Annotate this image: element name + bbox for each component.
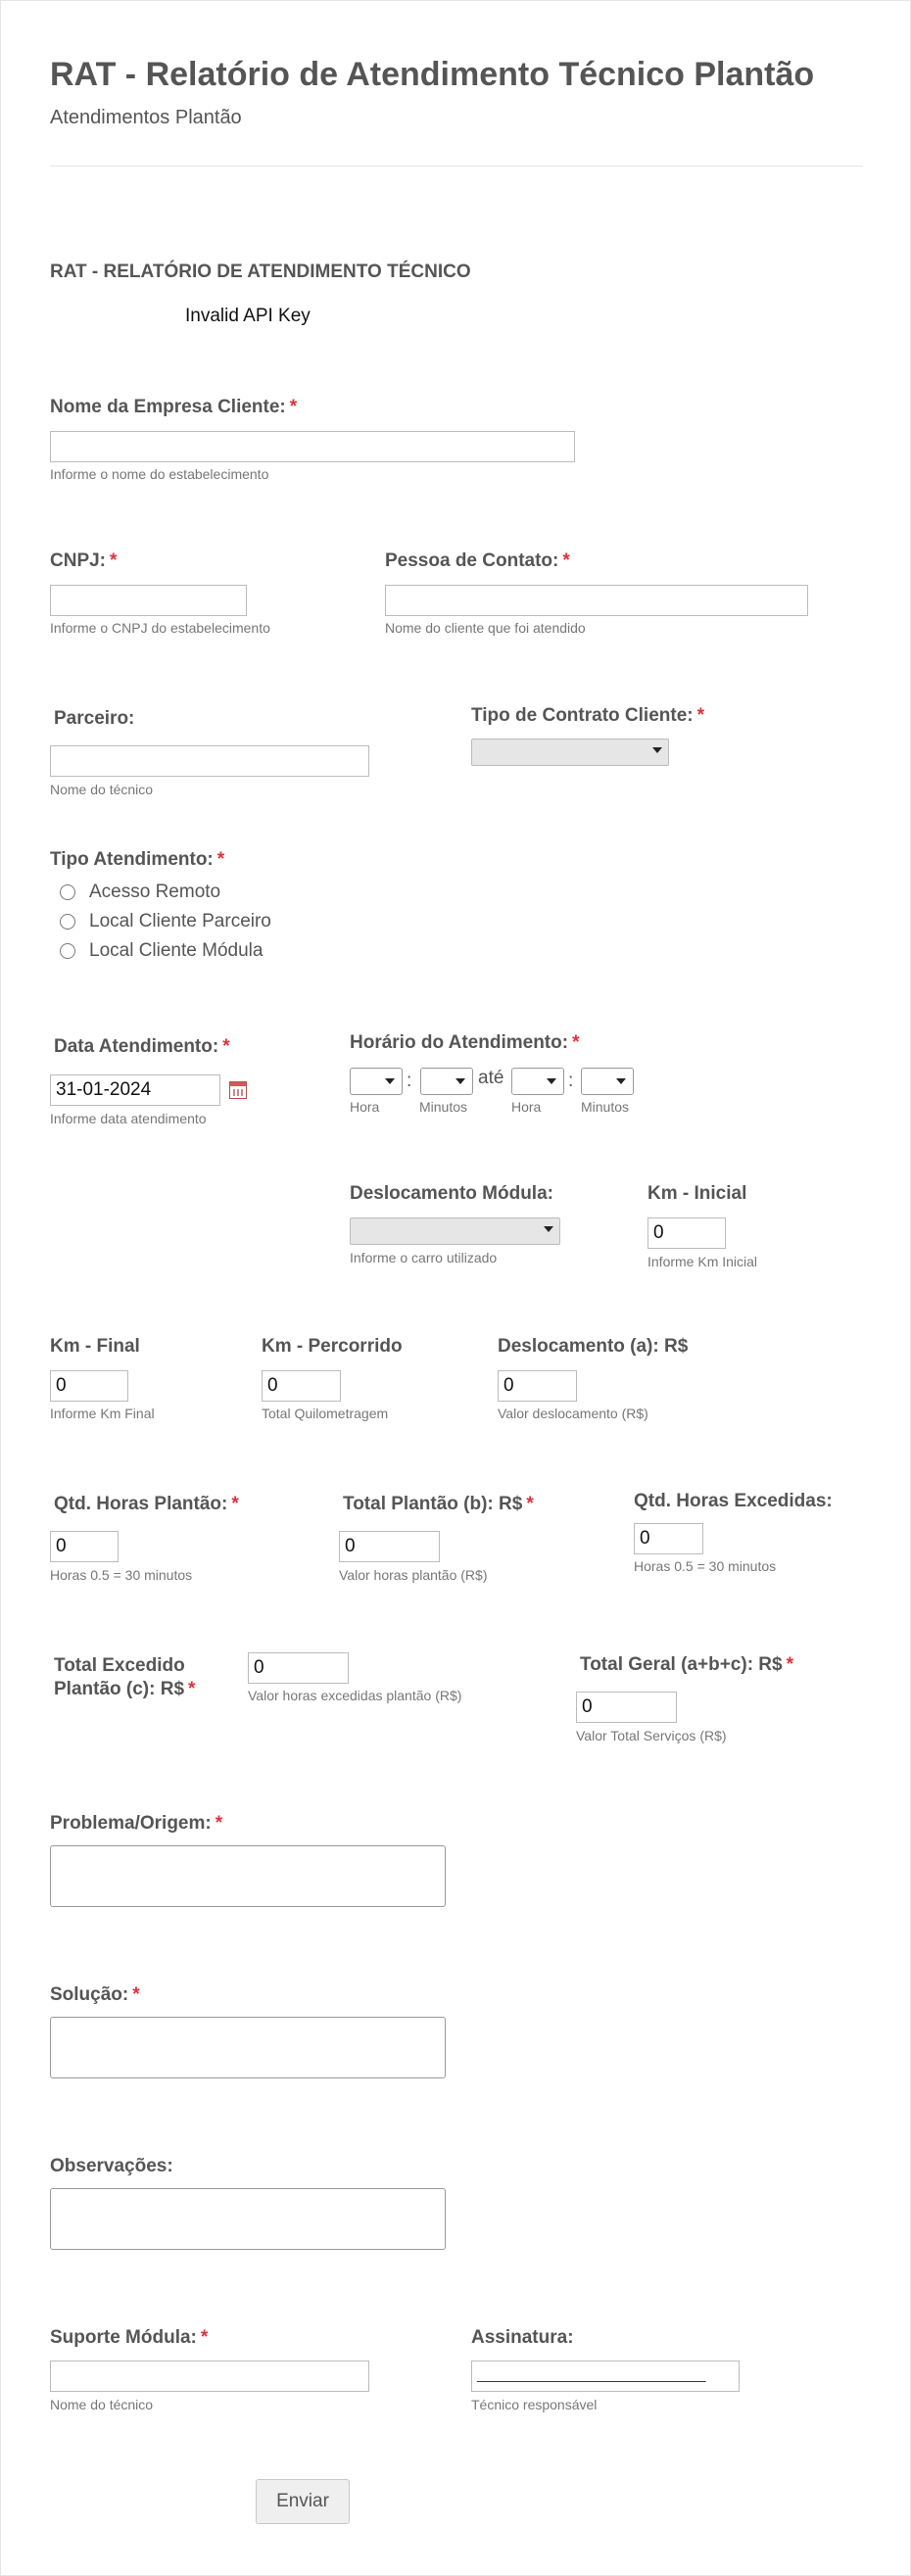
km-inicial-label: Km - Inicial	[647, 1183, 747, 1204]
qtd-horas-sublabel: Horas 0.5 = 30 minutos	[50, 1567, 193, 1583]
deslocamento-a-sublabel: Valor deslocamento (R$)	[498, 1406, 648, 1421]
tipo-contrato-select[interactable]	[471, 739, 669, 766]
suporte-label: Suporte Módula: *	[50, 2327, 209, 2348]
suporte-input[interactable]	[50, 2361, 369, 2392]
observacoes-label: Observações:	[50, 2156, 173, 2176]
parceiro-label: Parceiro:	[54, 708, 135, 729]
horario-label: Horário do Atendimento: *	[350, 1032, 580, 1053]
deslocamento-modula-sublabel: Informe o carro utilizado	[350, 1250, 498, 1265]
radio-button[interactable]	[60, 884, 75, 900]
tipo-atendimento-label: Tipo Atendimento: *	[50, 849, 225, 870]
chevron-down-icon	[547, 1078, 556, 1084]
problema-textarea[interactable]	[50, 1845, 446, 1907]
km-final-sublabel: Informe Km Final	[50, 1406, 155, 1421]
km-inicial-sublabel: Informe Km Inicial	[647, 1254, 758, 1269]
qtd-horas-input[interactable]	[50, 1531, 119, 1562]
assinatura-label: Assinatura:	[471, 2327, 574, 2348]
calendar-icon[interactable]	[229, 1081, 247, 1099]
km-inicial-input[interactable]	[647, 1217, 726, 1249]
data-sublabel: Informe data atendimento	[50, 1111, 207, 1126]
deslocamento-a-label: Deslocamento (a): R$	[498, 1336, 689, 1357]
deslocamento-a-input[interactable]	[498, 1370, 577, 1402]
contato-input[interactable]	[385, 585, 808, 616]
total-geral-sublabel: Valor Total Serviços (R$)	[576, 1728, 727, 1743]
total-plantao-input[interactable]	[339, 1531, 440, 1562]
data-input[interactable]	[50, 1074, 220, 1106]
assinatura-field[interactable]: ______________________________	[471, 2361, 740, 2392]
minutos-fim-sublabel: Minutos	[581, 1099, 630, 1115]
ate-label: até	[478, 1068, 504, 1088]
total-excedido-sublabel: Valor horas excedidas plantão (R$)	[248, 1688, 462, 1703]
radio-local-cliente-parceiro[interactable]: Local Cliente Parceiro	[60, 911, 271, 932]
contato-label: Pessoa de Contato: *	[385, 550, 570, 571]
empresa-label: Nome da Empresa Cliente: *	[50, 397, 298, 417]
minutos-fim-select[interactable]	[581, 1068, 634, 1095]
data-label: Data Atendimento: *	[54, 1036, 230, 1057]
api-key-message: Invalid API Key	[185, 306, 311, 326]
empresa-input[interactable]	[50, 431, 575, 462]
chevron-down-icon	[652, 747, 662, 753]
km-percorrido-label: Km - Percorrido	[262, 1336, 403, 1357]
chevron-down-icon	[544, 1226, 553, 1232]
contato-sublabel: Nome do cliente que foi atendido	[385, 620, 586, 636]
total-excedido-input[interactable]	[248, 1652, 349, 1684]
page-title: RAT - Relatório de Atendimento Técnico Plantão	[50, 56, 815, 93]
hora-fim-sublabel: Hora	[511, 1099, 542, 1115]
km-final-label: Km - Final	[50, 1336, 140, 1357]
total-excedido-label: Total Excedido Plantão (c): R$ *	[54, 1655, 196, 1699]
section-title: RAT - RELATÓRIO DE ATENDIMENTO TÉCNICO	[50, 262, 471, 282]
minutos-inicio-select[interactable]	[420, 1068, 473, 1095]
minutos-inicio-sublabel: Minutos	[419, 1099, 468, 1115]
cnpj-input[interactable]	[50, 585, 247, 616]
submit-button[interactable]: Enviar	[256, 2479, 350, 2524]
parceiro-input[interactable]	[50, 745, 369, 777]
radio-button[interactable]	[60, 943, 75, 959]
qtd-excedidas-input[interactable]	[634, 1523, 703, 1554]
qtd-excedidas-sublabel: Horas 0.5 = 30 minutos	[634, 1558, 777, 1574]
parceiro-sublabel: Nome do técnico	[50, 782, 154, 797]
tipo-contrato-label: Tipo de Contrato Cliente: *	[471, 705, 704, 726]
chevron-down-icon	[385, 1078, 395, 1084]
solucao-textarea[interactable]	[50, 2017, 446, 2078]
empresa-sublabel: Informe o nome do estabelecimento	[50, 466, 269, 482]
time-separator: :	[407, 1071, 412, 1091]
km-percorrido-input[interactable]	[262, 1370, 341, 1402]
total-geral-input[interactable]	[576, 1692, 677, 1723]
chevron-down-icon	[616, 1078, 626, 1084]
observacoes-textarea[interactable]	[50, 2188, 446, 2250]
total-geral-label: Total Geral (a+b+c): R$ *	[580, 1654, 794, 1675]
km-percorrido-sublabel: Total Quilometragem	[262, 1406, 389, 1421]
solucao-label: Solução: *	[50, 1984, 140, 2005]
radio-button[interactable]	[60, 914, 75, 930]
suporte-sublabel: Nome do técnico	[50, 2397, 154, 2412]
km-final-input[interactable]	[50, 1370, 128, 1402]
qtd-horas-label: Qtd. Horas Plantão: *	[54, 1494, 239, 1514]
chevron-down-icon	[456, 1078, 465, 1084]
hora-fim-select[interactable]	[511, 1068, 564, 1095]
radio-acesso-remoto[interactable]: Acesso Remoto	[60, 882, 220, 903]
time-separator: :	[568, 1071, 574, 1091]
deslocamento-modula-label: Deslocamento Módula:	[350, 1183, 553, 1204]
assinatura-sublabel: Técnico responsável	[471, 2397, 598, 2412]
qtd-excedidas-label: Qtd. Horas Excedidas:	[634, 1491, 833, 1511]
cnpj-sublabel: Informe o CNPJ do estabelecimento	[50, 620, 270, 636]
deslocamento-modula-select[interactable]	[350, 1217, 560, 1245]
page-subtitle: Atendimentos Plantão	[50, 107, 242, 128]
radio-local-cliente-modula[interactable]: Local Cliente Módula	[60, 940, 263, 962]
problema-label: Problema/Origem: *	[50, 1813, 223, 1834]
required-marker: *	[289, 397, 298, 417]
hora-inicio-sublabel: Hora	[350, 1099, 380, 1115]
total-plantao-label: Total Plantão (b): R$ *	[343, 1494, 534, 1514]
total-plantao-sublabel: Valor horas plantão (R$)	[339, 1567, 488, 1583]
header-divider	[50, 166, 863, 167]
hora-inicio-select[interactable]	[350, 1068, 403, 1095]
cnpj-label: CNPJ: *	[50, 550, 118, 571]
